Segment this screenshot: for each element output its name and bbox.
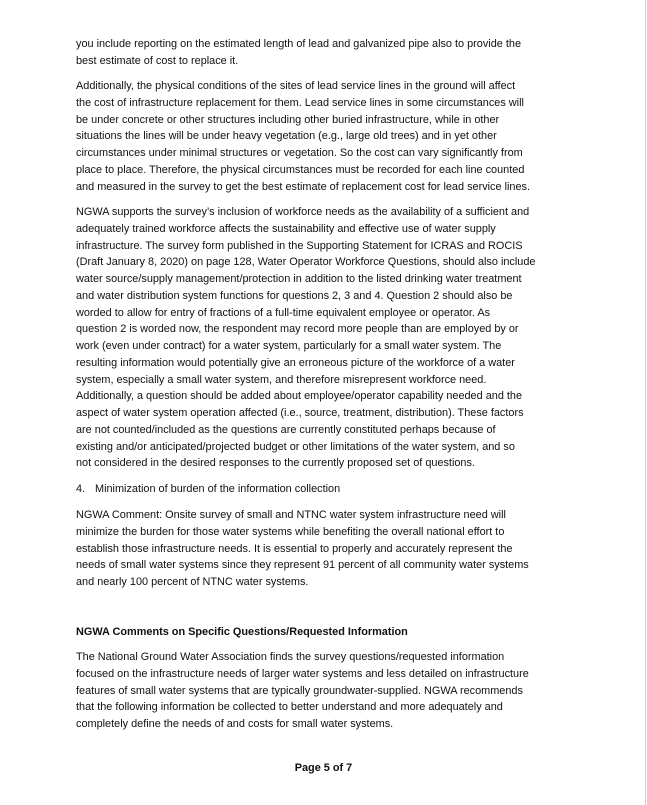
text-line: (Draft January 8, 2020) on page 128, Water Operator Workforce Questions, should also include [76, 256, 536, 269]
text-line: system, especially a small water system, and therefore misrepresent workforce need. [76, 373, 487, 386]
text-line: aspect of water system operation affected (i.e., source, treatment, distribution). These factors [76, 407, 524, 419]
text-line: features of small water systems that are typically groundwater-supplied. NGWA recommends [76, 684, 523, 697]
text-line: and water distribution system functions for questions 2, 3 and 4. Question 2 should also be [76, 289, 513, 302]
text-line: situations the lines will be under heavy vegetation (e.g., large old trees) and in yet other [76, 130, 497, 143]
text-line: water source/supply management/protection in addition to the listed drinking water treatment [76, 273, 522, 285]
text-line: existing and/or anticipated/projected budget or other limitations of the water system, and so [76, 440, 515, 453]
text-line: Additionally, a question should be added about employee/operator capability needed and the [76, 390, 523, 403]
text-line: and measured in the survey to get the best estimate of replacement cost for lead service lines. [76, 180, 531, 193]
text-line: the cost of infrastructure replacement for them. Lead service lines in some circumstances will [76, 96, 524, 109]
paragraph-lead-pipe [76, 36, 521, 70]
paragraph-ngwa-comment [76, 507, 529, 591]
text-line: question 2 is worded now, the respondent may record more people than are employed by or [76, 323, 519, 336]
text-line: you include reporting on the estimated length of lead and galvanized pipe also to provide the [76, 38, 522, 50]
list-item-text: Minimization of burden of the information collection [95, 483, 341, 495]
text-line: circumstances under minimal structures or vegetation. So the cost can vary significantly from [76, 147, 523, 159]
text-line: NGWA Comment: Onsite survey of small and NTNC water system infrastructure need will [76, 509, 506, 521]
text-line: needs of small water systems since they represent 91 percent of all community water systems [76, 559, 529, 572]
list-item-4 [76, 481, 340, 498]
text-line: NGWA supports the survey’s inclusion of workforce needs as the availability of a sufficient and [76, 206, 530, 218]
text-line: are not counted/included as the questions are currently constituted perhaps because of [76, 423, 496, 436]
text-line: place to place. Therefore, the physical circumstances must be recorded for each line counted [76, 163, 525, 176]
text-line: worded to allow for entry of fractions of a full-time equivalent employee or operator. As [76, 306, 491, 319]
list-number: 4. [76, 483, 86, 495]
text-line: that the following information be collected to better understand and more adequately and [76, 701, 503, 714]
text-line: not considered in the desired responses to the currently proposed set of questions. [76, 457, 475, 470]
text-line: work (even under contract) for a water system, particularly for a small water system. The [76, 340, 502, 352]
text-line: establish those infrastructure needs. It is essential to properly and accurately represent the [76, 542, 513, 555]
text-line: focused on the infrastructure needs of larger water systems and less detailed on infrastructure [76, 667, 529, 680]
text-line: be under concrete or other structures including other buried infrastructure, while in other [76, 113, 500, 126]
text-line: best estimate of cost to replace it. [76, 54, 239, 67]
page-edge [645, 0, 646, 805]
text-line: The National Ground Water Association finds the survey questions/requested information [76, 651, 505, 663]
section-heading: NGWA Comments on Specific Questions/Requested Information [76, 626, 408, 638]
text-line: minimize the burden for those water systems while benefiting the overall national effort to [76, 525, 505, 538]
paragraph-specific-questions [76, 649, 529, 733]
paragraph-workforce-needs [76, 204, 535, 472]
text-line: Additionally, the physical conditions of the sites of lead service lines in the ground will affect [76, 80, 516, 92]
text-line: adequately trained workforce affects the sustainability and effective use of water supply [76, 222, 496, 235]
text-line: infrastructure. The survey form published in the Supporting Statement for ICRAS and ROCIS [76, 239, 523, 252]
paragraph-physical-conditions [76, 78, 530, 195]
page-number-footer: Page 5 of 7 [294, 762, 353, 774]
text-line: resulting information would potentially give an erroneous picture of the workforce of a water [76, 356, 515, 369]
text-line: completely define the needs of and costs for small water systems. [76, 718, 394, 730]
text-line: and nearly 100 percent of NTNC water systems. [76, 576, 309, 588]
